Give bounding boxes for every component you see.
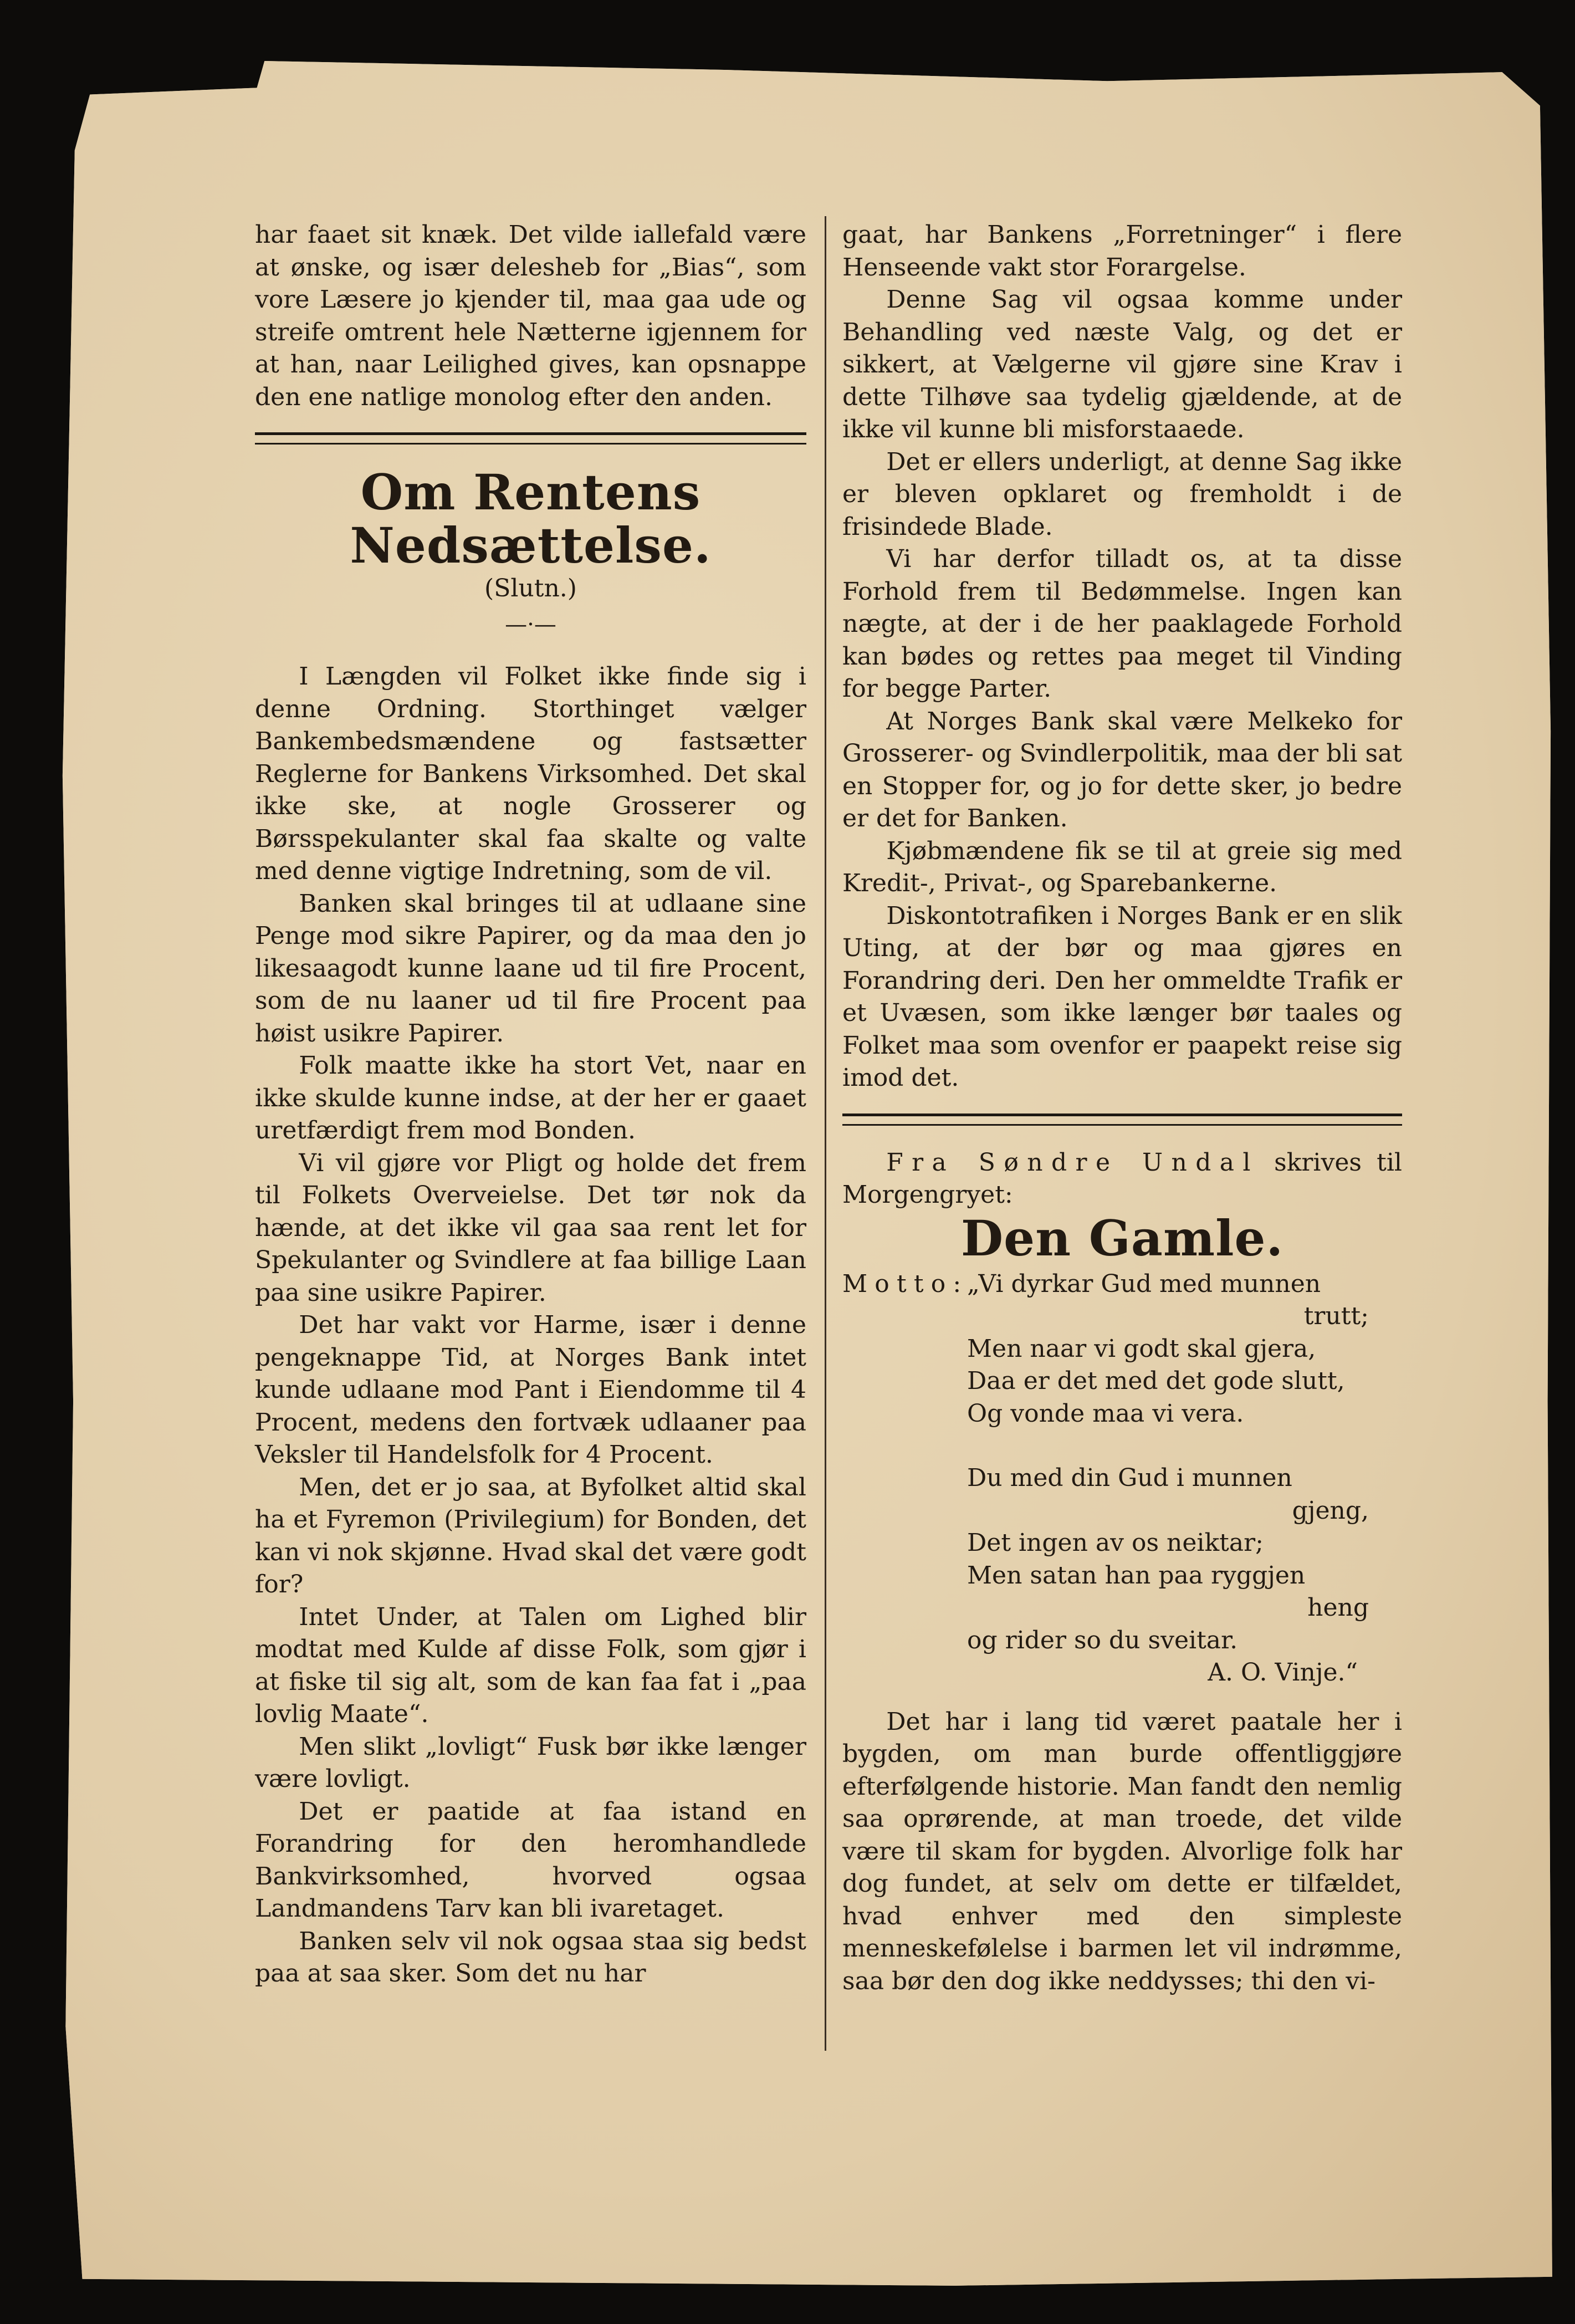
intro-paragraph: har faaet sit knæk. Det vilde iallefald være at ønske, og især delesheb for „Bias“, som vore Læsere jo kjender til, maa gaa ude og streife omtrent hele Nætterne igjennem for at han, naar Leilighed gives, kan opsnappe den ene natlige monolog efter den anden. (255, 221, 806, 411)
article-headline: Den Gamle. (960, 1209, 1284, 1267)
paragraph: Intet Under, at Talen om Lighed blir modtat med Kulde af disse Folk, som gjør i at fiske til sig alt, som de kan faa fat i „paa lovlig Maate“. (255, 1602, 806, 1728)
paragraph: Det har vakt vor Harme, især i denne pengeknappe Tid, at Norges Bank intet kunde udlaane mod Pant i Eiendomme til 4 Procent, medens den fortvæk udlaaner paa Veksler til Handelsfolk for 4 Procent. (255, 1311, 806, 1469)
right-column (842, 219, 1402, 1998)
paragraph: Banken skal bringes til at udlaane sine Penge mod sikre Papirer, og da maa den jo likesaagodt kunne laane ud til fire Procent, som de nu laaner ud til fire Procent paa høist usikre Papirer. (255, 889, 806, 1048)
paragraph: Vi vil gjøre vor Pligt og holde det frem til Folkets Overveielse. Det tør nok da hænde, at det ikke vil gaa saa rent let for Spekulanter og Svindlere at faa billige Laan paa sine usikre Papirer. (255, 1148, 806, 1307)
paragraph: gaat, har Bankens „Forretninger“ i flere Henseende vakt stor Forargelse. (842, 221, 1402, 282)
motto-label: Motto: (842, 1269, 969, 1298)
motto (842, 1268, 1402, 1689)
paragraph: Denne Sag vil ogsaa komme under Behandling ved næste Valg, og det er sikkert, at Vælgerne vil gjøre sine Krav i dette Tilhøve saa tydelig gjældende, at de ikke vil kunne bli misforstaaede. (842, 285, 1402, 443)
motto-verse (967, 1268, 1402, 1689)
paragraph: Men slikt „lovligt“ Fusk bør ikke længer være lovligt. (255, 1732, 806, 1793)
verse-line: Daa er det med det gode slutt, (967, 1367, 1345, 1395)
paragraph: Folk maatte ikke ha stort Vet, naar en ikke skulde kunne indse, at der her er gaaet uretfærdigt frem mod Bonden. (255, 1051, 806, 1145)
paragraph: Kjøbmændene fik se til at greie sig med Kredit-, Privat-, og Sparebankerne. (842, 836, 1402, 897)
verse-line: og rider so du sveitar. (967, 1626, 1238, 1654)
paragraph: Det har i lang tid været paatale her i bygden, om man burde offentliggjøre efterfølgende historie. Man fandt den nemlig saa oprørende, at man troede, det vilde være til skam for bygden. Alvorlige folk har dog fundet, at selv om dette er tilfældet, hvad enhver med den simpleste menneskefølelse i barmen let vil indrømme, saa bør den dog ikke neddysses; thi den vi- (842, 1707, 1402, 1995)
verse-line: gjeng, (1292, 1496, 1369, 1525)
paragraph: Det er ellers underligt, at denne Sag ikke er bleven opklaret og fremholdt i de frisindede Blade. (842, 447, 1402, 541)
verse-line: Og vonde maa vi vera. (967, 1399, 1244, 1428)
article-subtitle: (Slutn.) (484, 574, 577, 602)
paragraph: Det er paatide at faa istand en Forandring for den heromhandlede Bankvirksomhed, hvorved ogsaa Landmandens Tarv kan bli ivaretaget. (255, 1797, 806, 1923)
section-rule (255, 432, 806, 445)
verse-line: heng (1307, 1593, 1369, 1622)
paragraph: Diskontotrafiken i Norges Bank er en slik Uting, at der bør og maa gjøres en Forandring deri. Den her ommeldte Trafik er et Uvæsen, som ikke længer bør taales og Folket maa som ovenfor er paapekt reise sig imod det. (842, 901, 1402, 1092)
verse-line: Men satan han paa ryggjen (967, 1561, 1306, 1590)
verse-signature: A. O. Vinje.“ (1208, 1658, 1358, 1687)
paragraph: Vi har derfor tilladt os, at ta disse Forhold frem til Bedømmelse. Ingen kan nægte, at der i de her paaklagede Forhold kan bødes og rettes paa meget til Vinding for begge Parter. (842, 545, 1402, 703)
verse-line: Men naar vi godt skal gjera, (967, 1334, 1316, 1363)
ornament: —·— (505, 612, 556, 637)
verse-line: trutt; (1303, 1302, 1369, 1330)
verse-line: Du med din Gud i munnen (967, 1464, 1292, 1492)
paragraph: I Længden vil Folket ikke finde sig i denne Ordning. Storthinget vælger Bankembedsmændene og fastsætter Reglerne for Bankens Virksomhed. Det skal ikke ske, at nogle Grosserer og Børsspekulanter skal faa skalte og valte med denne vigtige Indretning, som de vil. (255, 662, 806, 885)
article-headline: Om Rentens Nedsættelse. (350, 463, 712, 574)
paragraph: Banken selv vil nok ogsaa staa sig bedst paa at saa sker. Som det nu har (255, 1927, 806, 1988)
left-column (255, 219, 806, 1990)
dateline-place: Fra Søndre Undal (886, 1148, 1259, 1177)
dateline (842, 1147, 1402, 1212)
column-divider (825, 216, 826, 2051)
section-rule (842, 1114, 1402, 1126)
paragraph: Men, det er jo saa, at Byfolket altid skal ha et Fyremon (Privilegium) for Bonden, det kan vi nok skjønne. Hvad skal det være godt for? (255, 1473, 806, 1598)
dateline-rest: skrives til Morgengryet: (842, 1148, 1402, 1209)
verse-line: „Vi dyrkar Gud med munnen (967, 1269, 1321, 1298)
verse-line: Det ingen av os neiktar; (967, 1529, 1264, 1557)
paragraph: At Norges Bank skal være Melkeko for Grosserer- og Svindlerpolitik, maa der bli sat en Stopper for, og jo for dette sker, jo bedre er det for Banken. (842, 707, 1402, 832)
